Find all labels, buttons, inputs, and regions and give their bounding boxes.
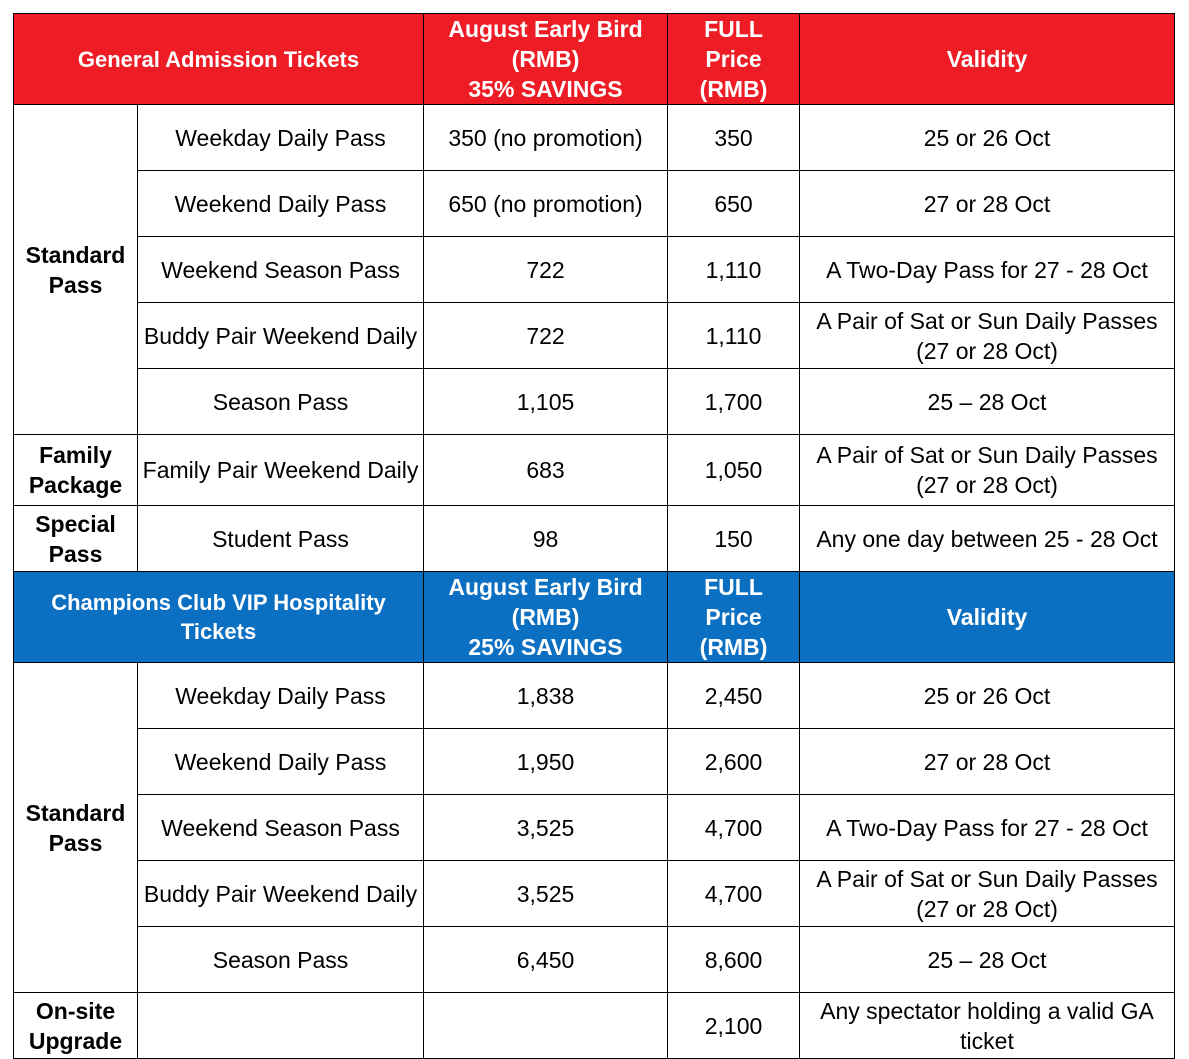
early-bird-price	[424, 993, 668, 1059]
table-row	[14, 369, 1175, 435]
group-label-1: Standard	[25, 241, 126, 268]
validity: 25 or 26 Oct	[800, 663, 1175, 729]
table-row	[14, 435, 1175, 506]
full-price-label-2: Price (RMB)	[699, 46, 768, 102]
ticket-name: Season Pass	[138, 927, 424, 993]
early-bird-header	[424, 572, 668, 663]
early-bird-price: 3,525	[424, 795, 668, 861]
full-price: 4,700	[668, 861, 800, 927]
early-bird-price: 6,450	[424, 927, 668, 993]
group-label-2: Pass	[48, 540, 103, 567]
ticket-price-table	[13, 13, 1175, 1059]
ticket-name: Weekend Season Pass	[138, 795, 424, 861]
table-row	[14, 993, 1175, 1059]
ticket-name: Weekday Daily Pass	[138, 663, 424, 729]
full-price: 4,700	[668, 795, 800, 861]
group-label-2: Package	[28, 472, 123, 498]
general-admission-header-row	[14, 14, 1175, 105]
validity: 25 or 26 Oct	[800, 105, 1175, 171]
table-row	[14, 927, 1175, 993]
general-admission-title: General Admission Tickets	[14, 14, 424, 105]
ticket-name: Weekend Season Pass	[138, 237, 424, 303]
table-row	[14, 171, 1175, 237]
early-bird-savings: 35% SAVINGS	[468, 76, 623, 102]
early-bird-price: 650 (no promotion)	[424, 171, 668, 237]
ticket-name: Weekday Daily Pass	[138, 105, 424, 171]
validity: A Pair of Sat or Sun Daily Passes (27 or 28 Oct)	[800, 861, 1175, 927]
group-standard-pass	[14, 105, 138, 435]
early-bird-price: 1,838	[424, 663, 668, 729]
vip-hospitality-title: Champions Club VIP Hospitality Tickets	[14, 572, 424, 663]
validity: A Two-Day Pass for 27 - 28 Oct	[800, 795, 1175, 861]
validity-header: Validity	[800, 572, 1175, 663]
validity: 27 or 28 Oct	[800, 729, 1175, 795]
table-row	[14, 861, 1175, 927]
validity: Any one day between 25 - 28 Oct	[800, 506, 1175, 572]
full-price: 2,600	[668, 729, 800, 795]
full-price-label-2: Price (RMB)	[699, 604, 768, 660]
full-price: 8,600	[668, 927, 800, 993]
group-standard-pass	[14, 663, 138, 993]
full-price: 150	[668, 506, 800, 572]
early-bird-price: 3,525	[424, 861, 668, 927]
validity: Any spectator holding a valid GA ticket	[800, 993, 1175, 1059]
full-price: 1,700	[668, 369, 800, 435]
ticket-name: Weekend Daily Pass	[138, 171, 424, 237]
full-price-header	[668, 572, 800, 663]
group-label-1: Standard	[25, 799, 126, 826]
validity: 25 – 28 Oct	[800, 927, 1175, 993]
group-onsite-upgrade	[14, 993, 138, 1059]
group-family-package	[14, 435, 138, 506]
group-label-2: Pass	[48, 829, 103, 856]
full-price-label-1: FULL	[704, 574, 763, 600]
early-bird-price: 98	[424, 506, 668, 572]
ticket-name: Family Pair Weekend Daily	[138, 435, 424, 506]
full-price: 1,050	[668, 435, 800, 506]
validity: A Pair of Sat or Sun Daily Passes (27 or 28 Oct)	[800, 303, 1175, 369]
ticket-name: Season Pass	[138, 369, 424, 435]
full-price: 350	[668, 105, 800, 171]
full-price: 1,110	[668, 237, 800, 303]
validity: A Two-Day Pass for 27 - 28 Oct	[800, 237, 1175, 303]
table-row	[14, 303, 1175, 369]
full-price: 1,110	[668, 303, 800, 369]
group-label-2: Pass	[48, 271, 103, 298]
early-bird-label: August Early Bird (RMB)	[448, 16, 643, 72]
early-bird-header	[424, 14, 668, 105]
validity: 27 or 28 Oct	[800, 171, 1175, 237]
early-bird-price: 722	[424, 237, 668, 303]
full-price-label-1: FULL	[704, 16, 763, 42]
ticket-name: Student Pass	[138, 506, 424, 572]
early-bird-price: 722	[424, 303, 668, 369]
group-special-pass	[14, 506, 138, 572]
early-bird-savings: 25% SAVINGS	[468, 634, 623, 660]
early-bird-price: 683	[424, 435, 668, 506]
ticket-name: Weekend Daily Pass	[138, 729, 424, 795]
full-price-header	[668, 14, 800, 105]
table-row	[14, 795, 1175, 861]
full-price: 2,100	[668, 993, 800, 1059]
table-row	[14, 663, 1175, 729]
table-row	[14, 506, 1175, 572]
ticket-name	[138, 993, 424, 1059]
full-price: 2,450	[668, 663, 800, 729]
group-label-1: Special	[35, 510, 116, 537]
early-bird-label: August Early Bird (RMB)	[448, 574, 643, 630]
table-row	[14, 237, 1175, 303]
ticket-name: Buddy Pair Weekend Daily	[138, 303, 424, 369]
group-label-1: On-site	[35, 997, 116, 1024]
validity-header: Validity	[800, 14, 1175, 105]
table-row	[14, 105, 1175, 171]
early-bird-price: 1,950	[424, 729, 668, 795]
validity: 25 – 28 Oct	[800, 369, 1175, 435]
full-price: 650	[668, 171, 800, 237]
validity: A Pair of Sat or Sun Daily Passes (27 or 28 Oct)	[800, 435, 1175, 506]
vip-header-row	[14, 572, 1175, 663]
group-label-2: Upgrade	[28, 1027, 123, 1054]
ticket-name: Buddy Pair Weekend Daily	[138, 861, 424, 927]
group-label-1: Family	[39, 442, 112, 468]
early-bird-price: 1,105	[424, 369, 668, 435]
early-bird-price: 350 (no promotion)	[424, 105, 668, 171]
table-row	[14, 729, 1175, 795]
